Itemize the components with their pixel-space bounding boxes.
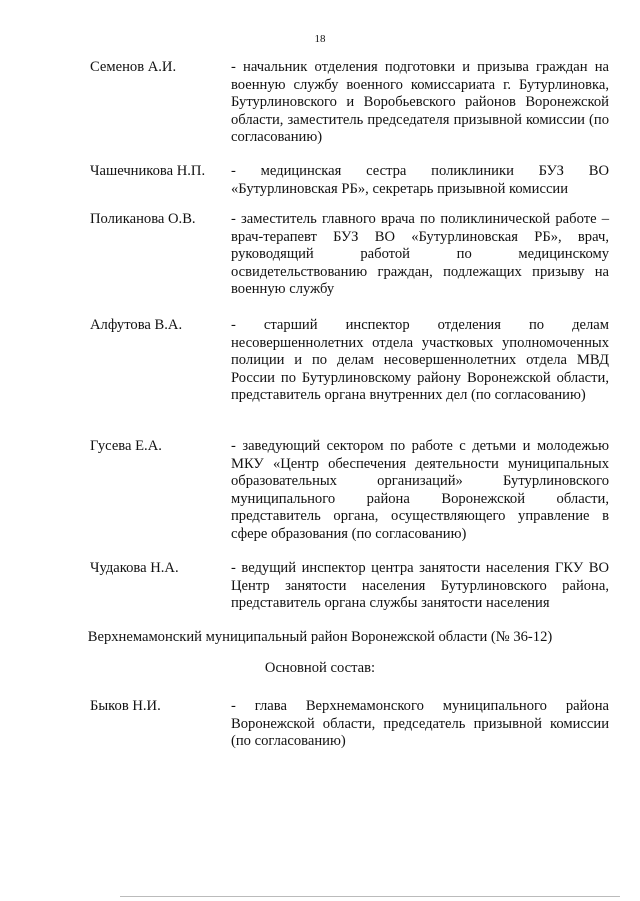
member-role: - заведующий сектором по работе с детьми и молодежью МКУ «Центр обеспечения деятельности муниципальных образовательных организаций» Бутурлиновского муниципального района Воронежской области, представитель органа, осуществляющего управление в сфере образования (по согласованию)	[231, 438, 609, 542]
composition-heading: Основной состав:	[264, 660, 376, 676]
district-heading: Верхнемамонский муниципальный район Воронежской области (№ 36-12)	[87, 629, 553, 645]
member-name: Чудакова Н.А.	[90, 560, 179, 576]
member-role: - заместитель главного врача по поликлинической работе – врач-терапевт БУЗ ВО «Бутурлиновская РБ», врач, руководящий работой по медицинскому освидетельствованию граждан, подлежащих призыву на военную службу	[231, 211, 609, 298]
member-name: Поликанова О.В.	[90, 211, 196, 227]
member-role: - ведущий инспектор центра занятости населения ГКУ ВО Центр занятости населения Бутурлиновского района, представитель органа службы занятости населения	[231, 560, 609, 612]
member-name: Гусева Е.А.	[90, 438, 162, 454]
member-role: - медицинская сестра поликлиники БУЗ ВО «Бутурлиновская РБ», секретарь призывной комиссии	[231, 163, 609, 197]
member-name: Быков Н.И.	[90, 698, 161, 714]
member-name: Семенов А.И.	[90, 59, 177, 75]
member-role: - старший инспектор отделения по делам несовершеннолетних отдела участковых уполномоченных полиции и по делам несовершеннолетних отдела МВД России по Бутурлиновскому району Воронежской области, представитель органа внутренних дел (по согласованию)	[231, 317, 609, 404]
member-role: - начальник отделения подготовки и призыва граждан на военную службу военного комиссариата г. Бутурлиновка, Бутурлиновского и Воробьевского районов Воронежской области, заместитель председателя призывной комиссии (по согласованию)	[231, 59, 609, 146]
member-role: - глава Верхнемамонского муниципального района Воронежской области, председатель призывной комиссии (по согласованию)	[231, 698, 609, 750]
bottom-divider	[120, 896, 620, 897]
member-name: Алфутова В.А.	[90, 317, 183, 333]
page-number: 18	[314, 33, 326, 45]
member-name: Чашечникова Н.П.	[90, 163, 206, 179]
